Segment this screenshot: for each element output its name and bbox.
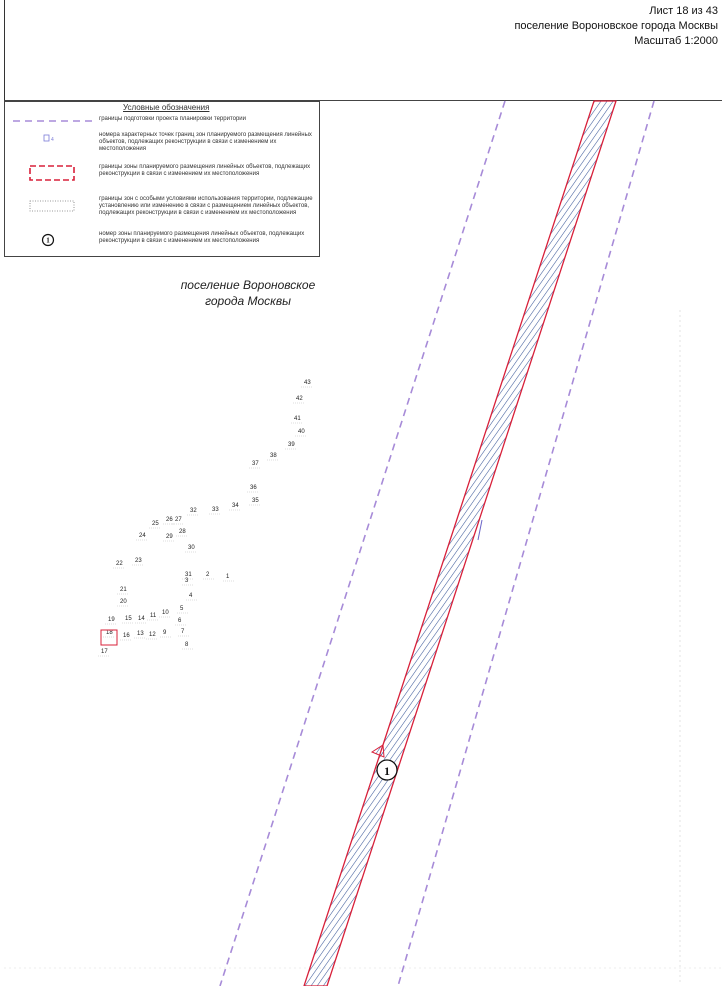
zone-notch [372, 745, 384, 757]
legend-text-points: номера характерных точек границ зон планируемого размещения линейных объектов, подлежащих реконструкции в связи с изменением их местоположения [99, 132, 312, 152]
sheet-settlement: поселение Вороновское города Москвы [514, 20, 718, 32]
point-label-29: 29 [166, 534, 173, 540]
reconstruction-zone-1 [304, 101, 616, 986]
point-label-23: 23 [135, 558, 142, 564]
point-label-36: 36 [250, 485, 257, 491]
point-label-39: 39 [288, 442, 295, 448]
point-label-11: 11 [150, 613, 157, 619]
zone-number-marker[interactable] [377, 760, 397, 780]
point-label-2: 2 [206, 572, 210, 578]
planning-boundary-right [398, 101, 654, 986]
point-label-20: 20 [120, 599, 127, 605]
legend-text-zone: границы зоны планируемого размещения линейных объектов, подлежащих реконструкции в связи с изменением их местоположения [99, 164, 311, 177]
characteristic-points [98, 380, 313, 656]
point-label-32: 32 [190, 508, 197, 514]
purple-dashed-line-icon [13, 118, 93, 124]
svg-text:4: 4 [51, 137, 54, 143]
point-label-19: 19 [108, 617, 115, 623]
point-label-13: 13 [137, 631, 144, 637]
settlement-map-label [168, 277, 328, 309]
sheet-number: Лист 18 из 43 [649, 5, 718, 17]
circled-number-icon [41, 233, 55, 247]
point-label-8: 8 [185, 642, 189, 648]
point-label-25: 25 [152, 521, 159, 527]
settlement-label-line2: города Москвы [205, 294, 291, 308]
grey-dotted-rectangle-icon [29, 200, 75, 212]
point-label-12: 12 [149, 632, 156, 638]
point-label-15: 15 [125, 616, 132, 622]
point-label-10: 10 [162, 610, 169, 616]
point-label-43: 43 [304, 380, 311, 386]
point-label-16: 16 [123, 633, 130, 639]
point-label-1: 1 [226, 574, 230, 580]
point-label-38: 38 [270, 453, 277, 459]
legend-text-number: номер зоны планируемого размещения линейных объектов, подлежащих реконструкции в связи с изменением их местоположения [99, 231, 305, 244]
point-label-3: 3 [185, 578, 189, 584]
point-label-31: 31 [185, 572, 192, 578]
point-label-17: 17 [101, 649, 108, 655]
settlement-label-line1: поселение Вороновское [180, 278, 316, 292]
point-number-icon [43, 134, 63, 144]
point-label-27: 27 [175, 517, 182, 523]
point-label-42: 42 [296, 396, 303, 402]
point-label-14: 14 [138, 616, 145, 622]
point-label-5: 5 [180, 606, 184, 612]
point-label-18: 18 [106, 630, 113, 636]
point-label-9: 9 [163, 630, 167, 636]
point-label-28: 28 [179, 529, 186, 535]
point-label-37: 37 [252, 461, 259, 467]
point-label-40: 40 [298, 429, 305, 435]
point-label-7: 7 [181, 629, 185, 635]
point-label-22: 22 [116, 561, 123, 567]
zone-number-text: 1 [384, 764, 390, 778]
point-label-21: 21 [120, 587, 127, 593]
point-label-41: 41 [294, 416, 301, 422]
point-label-30: 30 [188, 545, 195, 551]
point-label-4: 4 [189, 593, 193, 599]
legend-text-special: границы зон с особыми условиями использования территории, подлежащие установлению или изменению в связи с размещением линейных объектов, подлежащих реконструкции в связи с изменением их местоположения [99, 196, 313, 216]
sheet-scale: Масштаб 1:2000 [634, 35, 718, 47]
point-label-34: 34 [232, 503, 239, 509]
point-label-33: 33 [212, 507, 219, 513]
point-label-24: 24 [139, 533, 146, 539]
legend-title: Условные обозначения [123, 103, 210, 112]
point-label-26: 26 [166, 517, 173, 523]
point-label-6: 6 [178, 618, 182, 624]
legend-text-boundary: границы подготовки проекта планировки территории [99, 116, 247, 122]
legend-box [4, 101, 320, 257]
point-label-35: 35 [252, 498, 259, 504]
svg-text:1: 1 [46, 236, 50, 245]
red-dashed-rectangle-icon [29, 165, 75, 181]
